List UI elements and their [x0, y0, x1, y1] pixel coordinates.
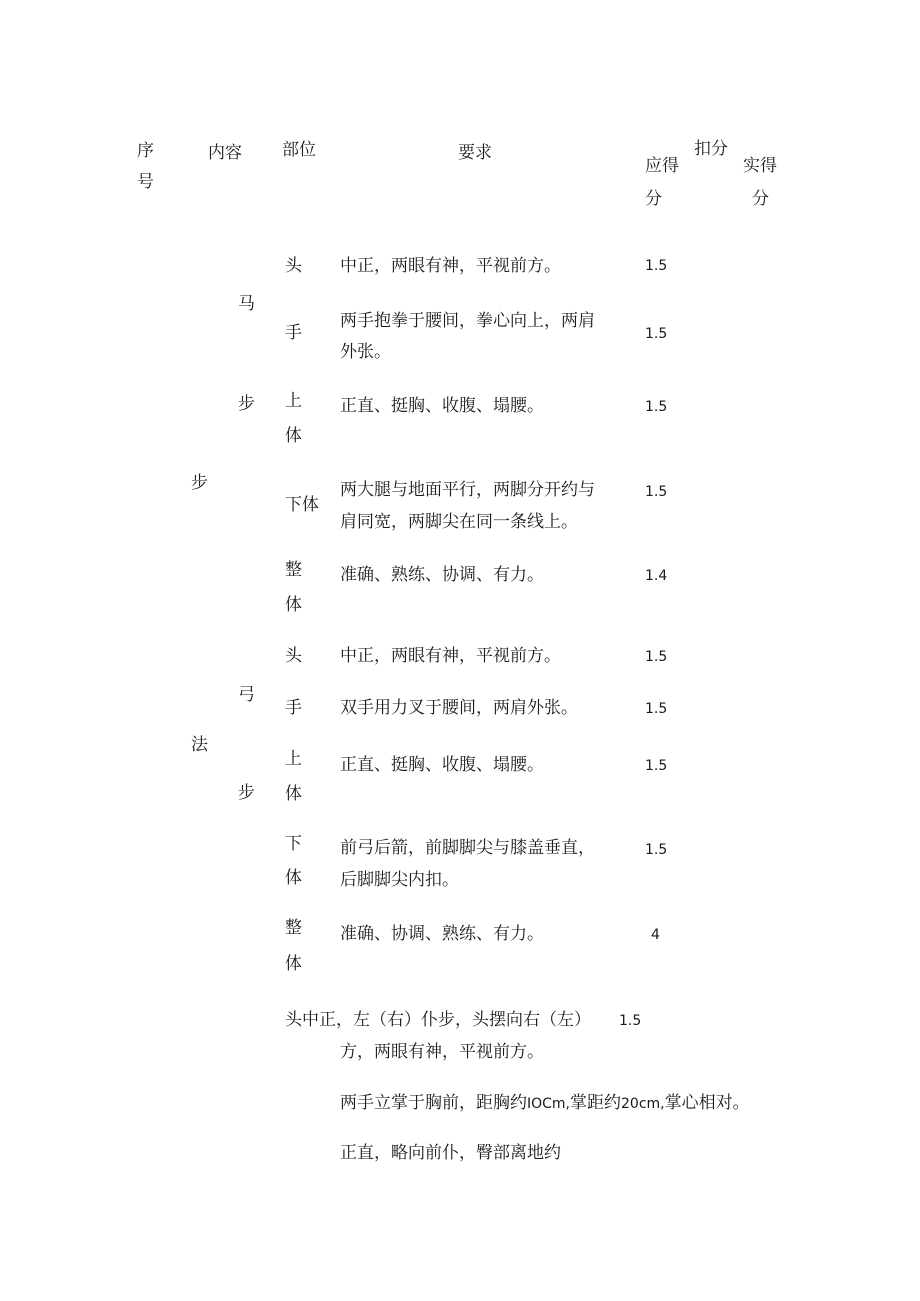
requirement-text: 肩同宽，两脚尖在同一条线上。	[340, 512, 578, 532]
header-seq: 序	[137, 141, 154, 161]
requirement-text: 中正，两眼有神，平视前方。	[340, 256, 561, 276]
group-name-char: 马	[238, 294, 255, 314]
requirement-text: 正直、挺胸、收腹、塌腰。	[340, 755, 544, 775]
header-content: 内容	[208, 143, 242, 163]
requirement-text: 中正，两眼有神，平视前方。	[340, 646, 561, 666]
requirement-text: 两手抱拳于腰间，拳心向上，两肩	[340, 311, 595, 331]
part-label: 整	[285, 560, 302, 580]
requirement-text: 正直，略向前仆，臀部离地约	[340, 1143, 561, 1163]
header-seq-2: 号	[137, 172, 154, 192]
part-label: 手	[285, 323, 302, 343]
part-label: 体	[285, 784, 302, 804]
requirement-text: 前弓后箭，前脚脚尖与膝盖垂直，	[340, 838, 595, 858]
part-label: 下	[285, 834, 302, 854]
category-char-2: 法	[191, 735, 208, 755]
header-requirement: 要求	[458, 143, 492, 163]
group-name-char: 弓	[238, 685, 255, 705]
category-char-1: 步	[191, 473, 208, 493]
requirement-text: 后脚脚尖内扣。	[340, 870, 459, 890]
header-actual-score-2: 分	[752, 189, 769, 209]
part-label: 头	[285, 646, 302, 666]
score-value: 1.5	[645, 258, 668, 274]
requirement-text: 正直、挺胸、收腹、塌腰。	[340, 396, 544, 416]
score-value: 1.5	[645, 701, 668, 717]
score-value: 1.5	[645, 758, 668, 774]
requirement-text: 外张。	[340, 342, 391, 362]
part-label: 体	[285, 954, 302, 974]
part-label: 下体	[285, 495, 319, 515]
requirement-text-part: 两手立掌于胸前，距胸约	[340, 1093, 527, 1113]
header-part: 部位	[282, 140, 316, 160]
part-label: 体	[285, 595, 302, 615]
group-name-char: 步	[238, 783, 255, 803]
requirement-text-part: IOCm,	[527, 1096, 571, 1112]
part-label: 头	[285, 256, 302, 276]
requirement-text: 准确、协调、熟练、有力。	[340, 924, 544, 944]
header-actual-score: 实得	[743, 156, 777, 176]
part-label: 上	[285, 391, 302, 411]
score-value: 1.5	[645, 399, 668, 415]
requirement-text: 双手用力叉于腰间，两肩外张。	[340, 698, 578, 718]
score-value: 1.5	[645, 649, 668, 665]
header-deduct: 扣分	[694, 139, 728, 159]
score-value: 1.5	[645, 484, 668, 500]
score-value: 1.5	[645, 842, 668, 858]
score-value: 4	[651, 927, 660, 943]
part-label: 手	[285, 698, 302, 718]
score-value: 1.5	[619, 1013, 642, 1029]
requirement-text	[340, 1095, 750, 1112]
part-label: 上	[285, 749, 302, 769]
score-value: 1.5	[645, 326, 668, 342]
part-label: 整	[285, 918, 302, 938]
requirement-text: 头中正，左（右）仆步，头摆向右（左）	[285, 1010, 591, 1030]
group-name-char: 步	[238, 394, 255, 414]
header-should-score-2: 分	[645, 189, 662, 209]
part-label: 体	[285, 868, 302, 888]
requirement-text: 两大腿与地面平行，两脚分开约与	[340, 480, 595, 500]
part-label: 体	[285, 426, 302, 446]
header-should-score: 应得	[645, 156, 679, 176]
requirement-text-part: 掌距约	[570, 1093, 622, 1113]
requirement-text-part: 20cm,	[621, 1096, 665, 1112]
requirement-text: 准确、熟练、协调、有力。	[340, 565, 544, 585]
requirement-text: 方，两眼有神，平视前方。	[340, 1042, 544, 1062]
score-value: 1.4	[645, 568, 668, 584]
requirement-text-part: 掌心相对。	[664, 1093, 750, 1113]
